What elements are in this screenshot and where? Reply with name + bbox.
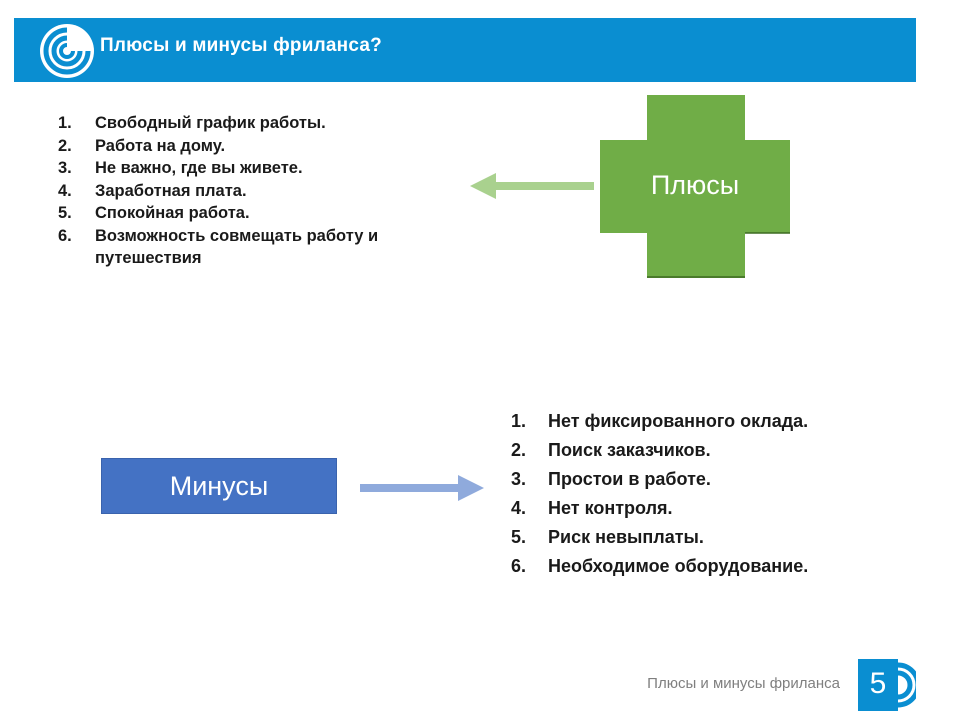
item-number: 3. (58, 159, 72, 177)
cons-box (101, 458, 337, 514)
item-number: 4. (511, 498, 527, 518)
list-item (58, 135, 448, 158)
item-text: Поиск заказчиков. (548, 440, 711, 460)
item-text: Нет контроля. (548, 498, 673, 518)
item-text: Нет фиксированного оклада. (548, 411, 809, 431)
page-number: 5 (869, 667, 887, 700)
item-text: Свободный график работы. (95, 114, 326, 132)
item-text: Риск невыплаты. (548, 527, 704, 547)
list-item (58, 180, 448, 203)
cons-list (511, 407, 931, 581)
item-number: 6. (58, 226, 72, 245)
item-number: 3. (511, 469, 527, 489)
logo-icon (38, 22, 96, 80)
pros-label: Плюсы (650, 170, 740, 200)
item-number: 5. (511, 527, 527, 547)
item-text: Простои в работе. (548, 469, 711, 489)
item-number: 4. (58, 181, 72, 200)
item-number: 1. (511, 411, 527, 431)
list-item (58, 202, 448, 225)
item-text: Спокойная работа. (95, 204, 250, 222)
list-item (58, 225, 448, 270)
list-item (511, 523, 931, 552)
list-item (511, 436, 931, 465)
list-item (511, 552, 931, 581)
item-text: Не важно, где вы живете. (95, 159, 303, 177)
arrow-right-icon (358, 474, 484, 502)
list-item (511, 407, 931, 436)
item-text: Возможность совмещать работу и путешествия (95, 226, 379, 267)
item-text: Заработная плата. (95, 181, 247, 200)
item-number: 2. (511, 440, 527, 460)
list-item (58, 157, 448, 180)
item-number: 5. (58, 204, 72, 222)
list-item (511, 465, 931, 494)
footer-title: Плюсы и минусы фриланса (647, 675, 840, 692)
pros-list (58, 112, 448, 270)
cons-label: Минусы (169, 470, 269, 501)
item-text: Работа на дому. (95, 136, 226, 155)
list-item (58, 112, 448, 135)
item-number: 1. (58, 114, 72, 132)
item-number: 6. (511, 556, 527, 576)
list-item (511, 494, 931, 523)
page-title: Плюсы и минусы фриланса? (100, 35, 382, 56)
item-number: 2. (58, 136, 72, 155)
item-text: Необходимое оборудование. (548, 556, 809, 576)
arrow-left-icon (470, 172, 596, 200)
